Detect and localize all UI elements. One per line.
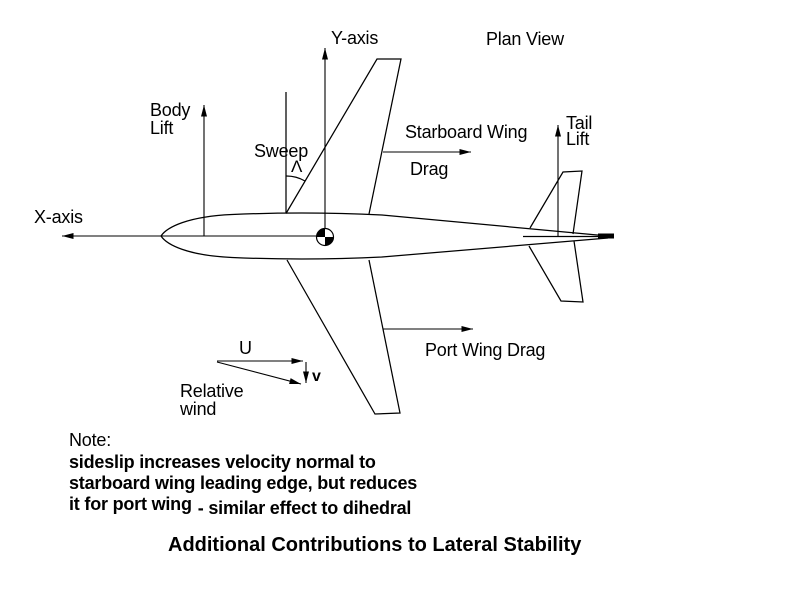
note-line3 xyxy=(69,494,417,518)
starboard-drag-label: Drag xyxy=(410,159,449,179)
relative-wind-label xyxy=(180,382,243,418)
note-line1: sideslip increases velocity normal to xyxy=(69,452,376,472)
v-velocity-label: v xyxy=(312,368,321,385)
port-wing-drag-label: Port Wing Drag xyxy=(425,340,546,360)
sweep-angle-arc xyxy=(286,176,305,181)
note-body xyxy=(69,452,418,518)
starboard-tailplane-outline xyxy=(530,171,582,234)
tail-lift-label xyxy=(566,115,592,147)
port-wing-outline xyxy=(287,260,400,414)
body-lift-line2: Lift xyxy=(150,118,174,138)
note-line3-suffix: - similar effect to dihedral xyxy=(197,498,412,518)
fuselage-upper-outline xyxy=(161,213,608,236)
sweep-label: Sweep xyxy=(254,141,309,161)
plan-view-label: Plan View xyxy=(486,29,564,49)
note-line3-main: it for port wing xyxy=(69,494,192,514)
tail-lift-line2: Lift xyxy=(566,129,590,149)
relative-wind-line2: wind xyxy=(180,399,217,419)
note-line2: starboard wing leading edge, but reduces xyxy=(69,473,418,493)
note-heading: Note: xyxy=(69,430,112,450)
y-axis-label: Y-axis xyxy=(331,28,379,48)
tail-tip-marker xyxy=(598,234,614,239)
u-velocity-label: U xyxy=(239,338,252,358)
center-of-gravity-icon xyxy=(317,229,334,246)
sweep-lambda-symbol: Λ xyxy=(291,157,303,176)
body-lift-line1: Body xyxy=(150,100,191,120)
slide-title: Additional Contributions to Lateral Stability xyxy=(168,534,582,556)
starboard-wing-label: Starboard Wing xyxy=(405,122,528,142)
x-axis-label: X-axis xyxy=(34,207,83,227)
fuselage-lower-outline xyxy=(161,236,608,259)
port-tailplane-outline xyxy=(529,241,583,302)
relative-wind-line1: Relative xyxy=(180,381,244,401)
body-lift-label xyxy=(150,101,190,137)
starboard-wing-outline xyxy=(286,59,401,214)
tail-lift-line1: Tail xyxy=(566,113,593,133)
